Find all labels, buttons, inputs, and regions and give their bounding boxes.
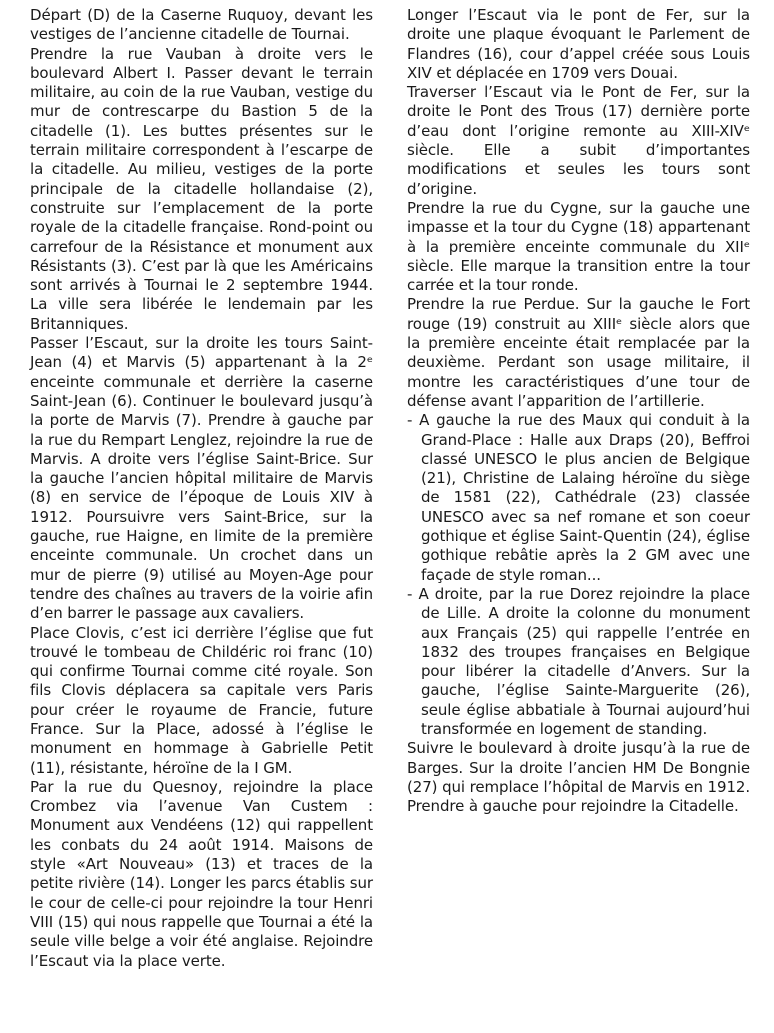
paragraph-departure: Départ (D) de la Caserne Ruquoy, devant les vestiges de l’ancienne citadelle de Tournai.	[30, 6, 373, 44]
paragraph-pont-des-trous: Traverser l’Escaut via le Pont de Fer, sur la droite le Pont des Trous (17) dernière porte d’eau dont l’origine remonte au XIII-XIVᵉ siècle. Elle a subit d’importantes modifications et seules les tours sont d’origine.	[407, 83, 750, 198]
paragraph-vauban: Prendre la rue Vauban à droite vers le boulevard Albert I. Passer devant le terrain militaire, au coin de la rue Vauban, vestige du mur de contrescarpe du Bastion 5 de la citadelle (1). Les buttes présentes sur le terrain militaire correspondent à l’escarpe de la citadelle. Au milieu, vestiges de la porte principale de la citadelle hollandaise (2), construite sur l’emplacement de la porte royale de la citadelle française. Rond-point ou carrefour de la Résistance et monument aux Résistants (3). C’est par là que les Américains sont arrivés à Tournai le 2 septembre 1944. La ville sera libérée le lendemain par les Britanniques.	[30, 44, 373, 333]
bullet-rue-des-maux: - A gauche la rue des Maux qui conduit à la Grand-Place : Halle aux Draps (20), Beffroi classé UNESCO le plus ancien de Belgique (21), Christine de Lalaing héroïne du siège de 1581 (22), Cathédrale (23) classée UNESCO avec sa nef romane et son coeur gothique et église Saint-Quentin (24), église gothique rebâtie après la 2 GM avec une façade de style roman...	[407, 411, 750, 584]
paragraph-rue-du-cygne: Prendre la rue du Cygne, sur la gauche une impasse et la tour du Cygne (18) appartenant à la première enceinte communale du XIIᵉ siècle. Elle marque la transition entre la tour carrée et la tour ronde.	[407, 198, 750, 295]
paragraph-place-clovis: Place Clovis, c’est ici derrière l’église que fut trouvé le tombeau de Childéric roi franc (10) qui confirme Tournai comme cité royale. Son fils Clovis déplacera sa capitale vers Paris pour créer le royaume de Francie, future France. Sur la Place, adossé à l’église le monument en hommage à Gabrielle Petit (11), résistante, héroïne de la I GM.	[30, 623, 373, 777]
right-column	[407, 6, 750, 1033]
paragraph-quesnoy: Par la rue du Quesnoy, rejoindre la place Crombez via l’avenue Van Custem : Monument aux Vendéens (12) qui rappellent les conbats du 24 août 1914. Maisons de style «Art Nouveau» (13) et traces de la petite rivière (14). Longer les parcs établis sur le cour de celle-ci pour rejoindre la tour Henri VIII (15) qui nous rappelle que Tournai a été la seule ville belge a voir été anglaise. Rejoindre l’Escaut via la place verte.	[30, 777, 373, 970]
paragraph-escaut-marvis: Passer l’Escaut, sur la droite les tours Saint-Jean (4) et Marvis (5) appartenant à la 2ᵉ enceinte communale et derrière la caserne Saint-Jean (6). Continuer le boulevard jusqu’à la porte de Marvis (7). Prendre à gauche par la rue du Rempart Lenglez, rejoindre la rue de Marvis. A droite vers l’église Saint-Brice. Sur la gauche l’ancien hôpital militaire de Marvis (8) en service de l’époque de Louis XIV à 1912. Poursuivre vers Saint-Brice, sur la gauche, rue Haigne, en limite de la première enceinte communale. Un crochet dans un mur de pierre (9) utilisé au Moyen-Age pour tendre des chaînes au travers de la voirie afin d’en barrer le passage aux cavaliers.	[30, 334, 373, 623]
paragraph-closing: Suivre le boulevard à droite jusqu’à la rue de Barges. Sur la droite l’ancien HM De Bongnie (27) qui remplace l’hôpital de Marvis en 1912. Prendre à gauche pour rejoindre la Citadelle.	[407, 739, 750, 816]
bullet-rue-dorez: - A droite, par la rue Dorez rejoindre la place de Lille. A droite la colonne du monument aux Français (25) qui rappelle l’entrée en 1832 des troupes françaises en Belgique pour libérer la citadelle d’Anvers. Sur la gauche, l’église Sainte-Marguerite (26), seule église abbatiale à Tournai aujourd’hui transformée en logement de standing.	[407, 584, 750, 738]
paragraph-rue-perdue: Prendre la rue Perdue. Sur la gauche le Fort rouge (19) construit au XIIIᵉ siècle alors que la première enceinte était remplacée par la deuxième. Perdant son usage militaire, il montre les caractéristiques d’une tour de défense avant l’apparition de l’artillerie.	[407, 295, 750, 410]
left-column	[30, 6, 373, 1033]
paragraph-pont-de-fer: Longer l’Escaut via le pont de Fer, sur la droite une plaque évoquant le Parlement de Flandres (16), cour d’appel créée sous Louis XIV et déplacée en 1709 vers Douai.	[407, 6, 750, 82]
